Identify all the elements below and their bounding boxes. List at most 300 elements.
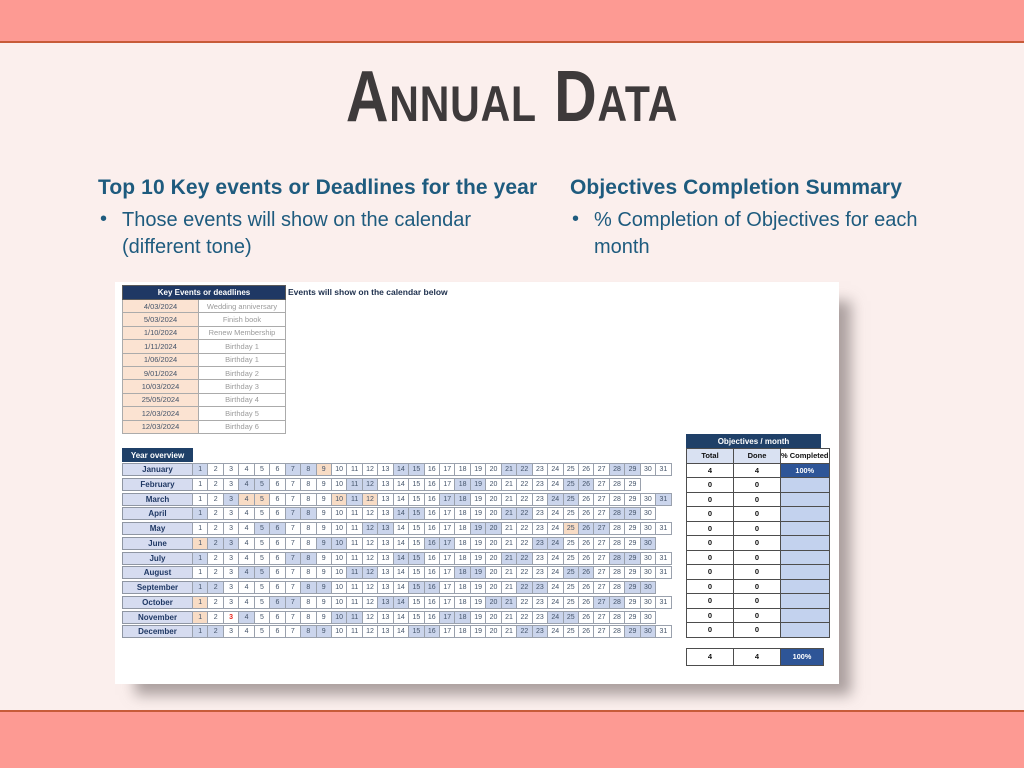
day-cell: 20 <box>485 522 501 535</box>
day-cell: 28 <box>609 493 625 506</box>
key-event-date: 9/01/2024 <box>123 366 199 379</box>
objectives-heading: Objectives Completion Summary <box>570 176 902 199</box>
day-cell: 20 <box>485 566 501 579</box>
day-cell: 24 <box>547 522 563 535</box>
calendar-month-row <box>122 596 672 609</box>
day-cell: 14 <box>393 611 409 624</box>
day-cell: 15 <box>408 478 424 491</box>
day-cell: 1 <box>192 611 208 624</box>
bullet-icon: • <box>100 208 108 230</box>
day-cell: 5 <box>254 581 270 594</box>
objectives-pct-value <box>781 565 830 580</box>
objectives-done-value: 0 <box>734 536 781 551</box>
day-cell: 10 <box>331 596 347 609</box>
objectives-done-value: 0 <box>734 478 781 493</box>
objectives-row <box>687 594 830 609</box>
day-cell: 28 <box>609 581 625 594</box>
day-cell: 6 <box>269 537 285 550</box>
year-overview-header: Year overview <box>122 448 193 462</box>
day-cell: 31 <box>655 625 671 638</box>
calendar-month-row <box>122 507 672 520</box>
day-cell: 21 <box>501 507 517 520</box>
day-cell: 25 <box>563 566 579 579</box>
day-cell: 22 <box>516 625 532 638</box>
day-cell: 20 <box>485 478 501 491</box>
day-cell: 1 <box>192 537 208 550</box>
day-cell: 23 <box>532 537 548 550</box>
day-cell: 14 <box>393 596 409 609</box>
objectives-pct-value <box>781 608 830 623</box>
day-cell: 28 <box>609 611 625 624</box>
key-events-table-header-row <box>123 286 286 300</box>
day-cell: 15 <box>408 537 424 550</box>
objectives-col-total: Total <box>687 449 734 464</box>
objectives-row <box>687 579 830 594</box>
day-cell: 4 <box>238 507 254 520</box>
key-event-label: Renew Membership <box>199 326 286 339</box>
day-cell: 25 <box>563 625 579 638</box>
day-cell: 9 <box>316 625 332 638</box>
day-cell: 26 <box>578 537 594 550</box>
key-event-date: 1/06/2024 <box>123 353 199 366</box>
day-cell: 11 <box>346 625 362 638</box>
day-cell: 11 <box>346 596 362 609</box>
day-cell: 18 <box>454 537 470 550</box>
day-cell: 28 <box>609 566 625 579</box>
calendar-month-row <box>122 522 672 535</box>
day-cell: 18 <box>454 611 470 624</box>
day-cell: 6 <box>269 478 285 491</box>
day-cell: 19 <box>470 625 486 638</box>
day-cell: 10 <box>331 537 347 550</box>
day-cell: 24 <box>547 552 563 565</box>
objectives-row <box>687 565 830 580</box>
day-cell: 7 <box>285 552 301 565</box>
day-cell: 28 <box>609 463 625 476</box>
day-cell: 20 <box>485 552 501 565</box>
day-cell: 14 <box>393 507 409 520</box>
day-cell: 29 <box>624 507 640 520</box>
day-cell: 28 <box>609 522 625 535</box>
objectives-total-value: 0 <box>687 608 734 623</box>
day-cell: 21 <box>501 566 517 579</box>
objectives-done-value: 0 <box>734 550 781 565</box>
day-cell: 28 <box>609 552 625 565</box>
day-cell: 21 <box>501 611 517 624</box>
day-cell: 13 <box>377 507 393 520</box>
day-cell: 17 <box>439 522 455 535</box>
calendar-month-row <box>122 611 672 624</box>
day-cell: 4 <box>238 611 254 624</box>
day-cell: 10 <box>331 625 347 638</box>
day-cell: 13 <box>377 611 393 624</box>
day-cell: 7 <box>285 493 301 506</box>
day-cell: 13 <box>377 537 393 550</box>
day-cell: 4 <box>238 566 254 579</box>
day-cell: 3 <box>223 463 239 476</box>
key-event-date: 25/05/2024 <box>123 393 199 406</box>
day-cell: 16 <box>424 566 440 579</box>
day-cell: 8 <box>300 581 316 594</box>
day-cell: 24 <box>547 537 563 550</box>
key-event-row <box>123 393 286 406</box>
day-cell: 19 <box>470 507 486 520</box>
objectives-total-value: 0 <box>687 565 734 580</box>
key-event-row <box>123 326 286 339</box>
day-cell: 8 <box>300 522 316 535</box>
day-cell: 8 <box>300 493 316 506</box>
spreadsheet-screenshot <box>115 282 839 684</box>
day-cell: 12 <box>362 625 378 638</box>
day-cell: 12 <box>362 581 378 594</box>
day-cell: 24 <box>547 566 563 579</box>
day-cell: 9 <box>316 493 332 506</box>
day-cell: 17 <box>439 537 455 550</box>
day-cell: 1 <box>192 522 208 535</box>
objectives-summary-done: 4 <box>734 649 781 666</box>
month-label: December <box>122 625 193 638</box>
day-cell: 22 <box>516 478 532 491</box>
objectives-row <box>687 608 830 623</box>
day-cell: 15 <box>408 463 424 476</box>
day-cell: 13 <box>377 581 393 594</box>
day-cell: 13 <box>377 596 393 609</box>
calendar-month-row <box>122 537 672 550</box>
day-cell: 1 <box>192 552 208 565</box>
day-cell: 21 <box>501 522 517 535</box>
key-event-row <box>123 300 286 313</box>
day-cell: 17 <box>439 507 455 520</box>
day-cell: 24 <box>547 596 563 609</box>
day-cell: 19 <box>470 552 486 565</box>
day-cell: 26 <box>578 478 594 491</box>
day-cell: 12 <box>362 478 378 491</box>
day-cell: 17 <box>439 478 455 491</box>
day-cell: 20 <box>485 507 501 520</box>
day-cell: 17 <box>439 552 455 565</box>
day-cell: 3 <box>223 566 239 579</box>
day-cell: 9 <box>316 478 332 491</box>
day-cell: 1 <box>192 581 208 594</box>
day-cell: 25 <box>563 581 579 594</box>
day-cell: 5 <box>254 507 270 520</box>
day-cell: 22 <box>516 611 532 624</box>
day-cell: 14 <box>393 581 409 594</box>
day-cell: 28 <box>609 478 625 491</box>
day-cell: 9 <box>316 596 332 609</box>
day-cell: 8 <box>300 463 316 476</box>
day-cell: 27 <box>593 537 609 550</box>
day-cell: 20 <box>485 493 501 506</box>
day-cell: 18 <box>454 463 470 476</box>
calendar-month-row <box>122 478 672 491</box>
objectives-pct-value <box>781 478 830 493</box>
day-cell: 11 <box>346 566 362 579</box>
day-cell: 16 <box>424 625 440 638</box>
month-label: February <box>122 478 193 491</box>
day-cell: 9 <box>316 522 332 535</box>
day-cell: 14 <box>393 552 409 565</box>
day-cell: 24 <box>547 478 563 491</box>
objectives-bullet-list <box>570 207 962 261</box>
day-cell: 16 <box>424 478 440 491</box>
day-cell: 7 <box>285 537 301 550</box>
day-cell: 27 <box>593 463 609 476</box>
objectives-done-value: 0 <box>734 594 781 609</box>
key-events-bullet-list <box>98 207 550 261</box>
key-events-bullet-item <box>98 207 550 261</box>
calendar-month-row <box>122 463 672 476</box>
day-cell: 2 <box>207 507 223 520</box>
day-cell: 2 <box>207 478 223 491</box>
day-cell: 27 <box>593 566 609 579</box>
key-event-label: Finish book <box>199 313 286 326</box>
objectives-row <box>687 550 830 565</box>
day-cell: 5 <box>254 493 270 506</box>
day-cell: 23 <box>532 552 548 565</box>
objectives-summary-tbody <box>687 649 824 666</box>
day-cell: 6 <box>269 552 285 565</box>
objectives-col-pct: % Completed <box>781 449 830 464</box>
day-cell: 8 <box>300 596 316 609</box>
day-cell: 5 <box>254 596 270 609</box>
day-cell: 5 <box>254 552 270 565</box>
day-cell: 8 <box>300 507 316 520</box>
key-event-row <box>123 340 286 353</box>
objectives-summary-pct: 100% <box>781 649 824 666</box>
day-cell: 11 <box>346 478 362 491</box>
key-event-label: Wedding anniversary <box>199 300 286 313</box>
day-cell: 30 <box>640 581 656 594</box>
day-cell: 26 <box>578 522 594 535</box>
day-cell: 31 <box>655 522 671 535</box>
day-cell: 19 <box>470 611 486 624</box>
objectives-done-value: 0 <box>734 623 781 638</box>
day-cell: 1 <box>192 507 208 520</box>
day-cell: 10 <box>331 522 347 535</box>
day-cell: 29 <box>624 566 640 579</box>
key-event-label: Birthday 3 <box>199 380 286 393</box>
day-cell: 28 <box>609 625 625 638</box>
day-cell: 22 <box>516 537 532 550</box>
day-cell: 29 <box>624 537 640 550</box>
day-cell: 27 <box>593 522 609 535</box>
day-cell: 2 <box>207 625 223 638</box>
key-events-heading: Top 10 Key events or Deadlines for the year <box>98 176 538 199</box>
day-cell: 21 <box>501 537 517 550</box>
day-cell: 17 <box>439 596 455 609</box>
calendar-month-row <box>122 581 672 594</box>
day-cell: 29 <box>624 625 640 638</box>
day-cell: 13 <box>377 493 393 506</box>
day-cell: 9 <box>316 581 332 594</box>
day-cell: 7 <box>285 581 301 594</box>
day-cell: 25 <box>563 537 579 550</box>
month-label: September <box>122 581 193 594</box>
day-cell: 5 <box>254 463 270 476</box>
day-cell: 2 <box>207 522 223 535</box>
day-cell: 26 <box>578 566 594 579</box>
day-cell: 13 <box>377 566 393 579</box>
year-overview-calendar <box>122 463 672 640</box>
day-cell: 22 <box>516 463 532 476</box>
day-cell: 14 <box>393 537 409 550</box>
day-cell: 23 <box>532 522 548 535</box>
day-cell: 10 <box>331 478 347 491</box>
day-cell: 14 <box>393 522 409 535</box>
day-cell: 24 <box>547 581 563 594</box>
day-cell: 10 <box>331 463 347 476</box>
month-label: July <box>122 552 193 565</box>
day-cell: 10 <box>331 552 347 565</box>
day-cell: 8 <box>300 552 316 565</box>
key-events-table <box>122 285 286 434</box>
day-cell: 22 <box>516 493 532 506</box>
day-cell: 23 <box>532 596 548 609</box>
key-event-date: 10/03/2024 <box>123 380 199 393</box>
day-cell: 27 <box>593 581 609 594</box>
day-cell: 11 <box>346 611 362 624</box>
day-cell: 14 <box>393 625 409 638</box>
day-cell: 20 <box>485 463 501 476</box>
day-cell: 30 <box>640 522 656 535</box>
day-cell: 23 <box>532 507 548 520</box>
day-cell: 7 <box>285 625 301 638</box>
bottom-border-bar <box>0 710 1024 768</box>
day-cell: 22 <box>516 552 532 565</box>
day-cell: 20 <box>485 537 501 550</box>
day-cell: 6 <box>269 596 285 609</box>
day-cell: 7 <box>285 566 301 579</box>
day-cell: 2 <box>207 566 223 579</box>
day-cell: 3 <box>223 625 239 638</box>
day-cell: 29 <box>624 463 640 476</box>
day-cell: 5 <box>254 611 270 624</box>
day-cell: 9 <box>316 537 332 550</box>
day-cell: 19 <box>470 463 486 476</box>
key-event-label: Birthday 1 <box>199 353 286 366</box>
day-cell: 1 <box>192 478 208 491</box>
day-cell: 29 <box>624 581 640 594</box>
day-cell: 20 <box>485 625 501 638</box>
day-cell: 26 <box>578 552 594 565</box>
objectives-done-value: 0 <box>734 579 781 594</box>
day-cell: 9 <box>316 552 332 565</box>
top-border-bar <box>0 0 1024 43</box>
day-cell: 1 <box>192 493 208 506</box>
day-cell: 19 <box>470 581 486 594</box>
day-cell: 4 <box>238 581 254 594</box>
day-cell: 4 <box>238 552 254 565</box>
key-event-row <box>123 353 286 366</box>
day-cell: 19 <box>470 596 486 609</box>
day-cell: 23 <box>532 581 548 594</box>
day-cell: 30 <box>640 611 656 624</box>
day-cell: 15 <box>408 625 424 638</box>
day-cell: 15 <box>408 596 424 609</box>
day-cell: 8 <box>300 478 316 491</box>
day-cell: 28 <box>609 596 625 609</box>
day-cell: 6 <box>269 625 285 638</box>
day-cell: 3 <box>223 537 239 550</box>
day-cell: 29 <box>624 493 640 506</box>
day-cell: 11 <box>346 493 362 506</box>
day-cell: 11 <box>346 507 362 520</box>
objectives-summary-total: 4 <box>687 649 734 666</box>
key-event-date: 1/10/2024 <box>123 326 199 339</box>
day-cell: 6 <box>269 581 285 594</box>
day-cell: 10 <box>331 566 347 579</box>
month-label: August <box>122 566 193 579</box>
day-cell: 23 <box>532 493 548 506</box>
day-cell: 27 <box>593 596 609 609</box>
day-cell: 8 <box>300 537 316 550</box>
day-cell: 11 <box>346 581 362 594</box>
day-cell: 12 <box>362 522 378 535</box>
day-cell: 9 <box>316 611 332 624</box>
day-cell: 16 <box>424 552 440 565</box>
key-events-table-header: Key Events or deadlines <box>123 286 286 300</box>
day-cell: 16 <box>424 596 440 609</box>
objectives-total-value: 0 <box>687 550 734 565</box>
day-cell: 12 <box>362 552 378 565</box>
day-cell: 19 <box>470 478 486 491</box>
day-cell: 3 <box>223 507 239 520</box>
objectives-row <box>687 478 830 493</box>
day-cell: 16 <box>424 522 440 535</box>
day-cell: 2 <box>207 552 223 565</box>
objectives-total-value: 0 <box>687 507 734 522</box>
month-label: January <box>122 463 193 476</box>
day-cell: 31 <box>655 596 671 609</box>
key-event-label: Birthday 5 <box>199 407 286 420</box>
day-cell: 9 <box>316 507 332 520</box>
objectives-done-value: 4 <box>734 463 781 478</box>
objectives-tbody <box>687 463 830 637</box>
day-cell: 22 <box>516 566 532 579</box>
day-cell: 3 <box>223 522 239 535</box>
objectives-total-value: 0 <box>687 492 734 507</box>
day-cell: 21 <box>501 493 517 506</box>
objectives-done-value: 0 <box>734 608 781 623</box>
day-cell: 30 <box>640 566 656 579</box>
day-cell: 4 <box>238 522 254 535</box>
day-cell: 27 <box>593 611 609 624</box>
day-cell: 24 <box>547 611 563 624</box>
day-cell: 20 <box>485 581 501 594</box>
objectives-pct-value <box>781 507 830 522</box>
objectives-row <box>687 623 830 638</box>
day-cell: 17 <box>439 581 455 594</box>
day-cell: 20 <box>485 611 501 624</box>
bullet-icon: • <box>572 208 580 230</box>
day-cell: 15 <box>408 493 424 506</box>
day-cell: 17 <box>439 566 455 579</box>
key-events-text-section <box>98 176 550 261</box>
day-cell: 13 <box>377 478 393 491</box>
objectives-column-header-row <box>687 449 830 464</box>
day-cell: 12 <box>362 596 378 609</box>
day-cell: 24 <box>547 507 563 520</box>
day-cell: 21 <box>501 478 517 491</box>
day-cell: 5 <box>254 625 270 638</box>
day-cell: 13 <box>377 522 393 535</box>
day-cell: 17 <box>439 493 455 506</box>
day-cell: 6 <box>269 611 285 624</box>
day-cell: 8 <box>300 611 316 624</box>
day-cell: 17 <box>439 463 455 476</box>
objectives-summary-table <box>686 648 824 666</box>
